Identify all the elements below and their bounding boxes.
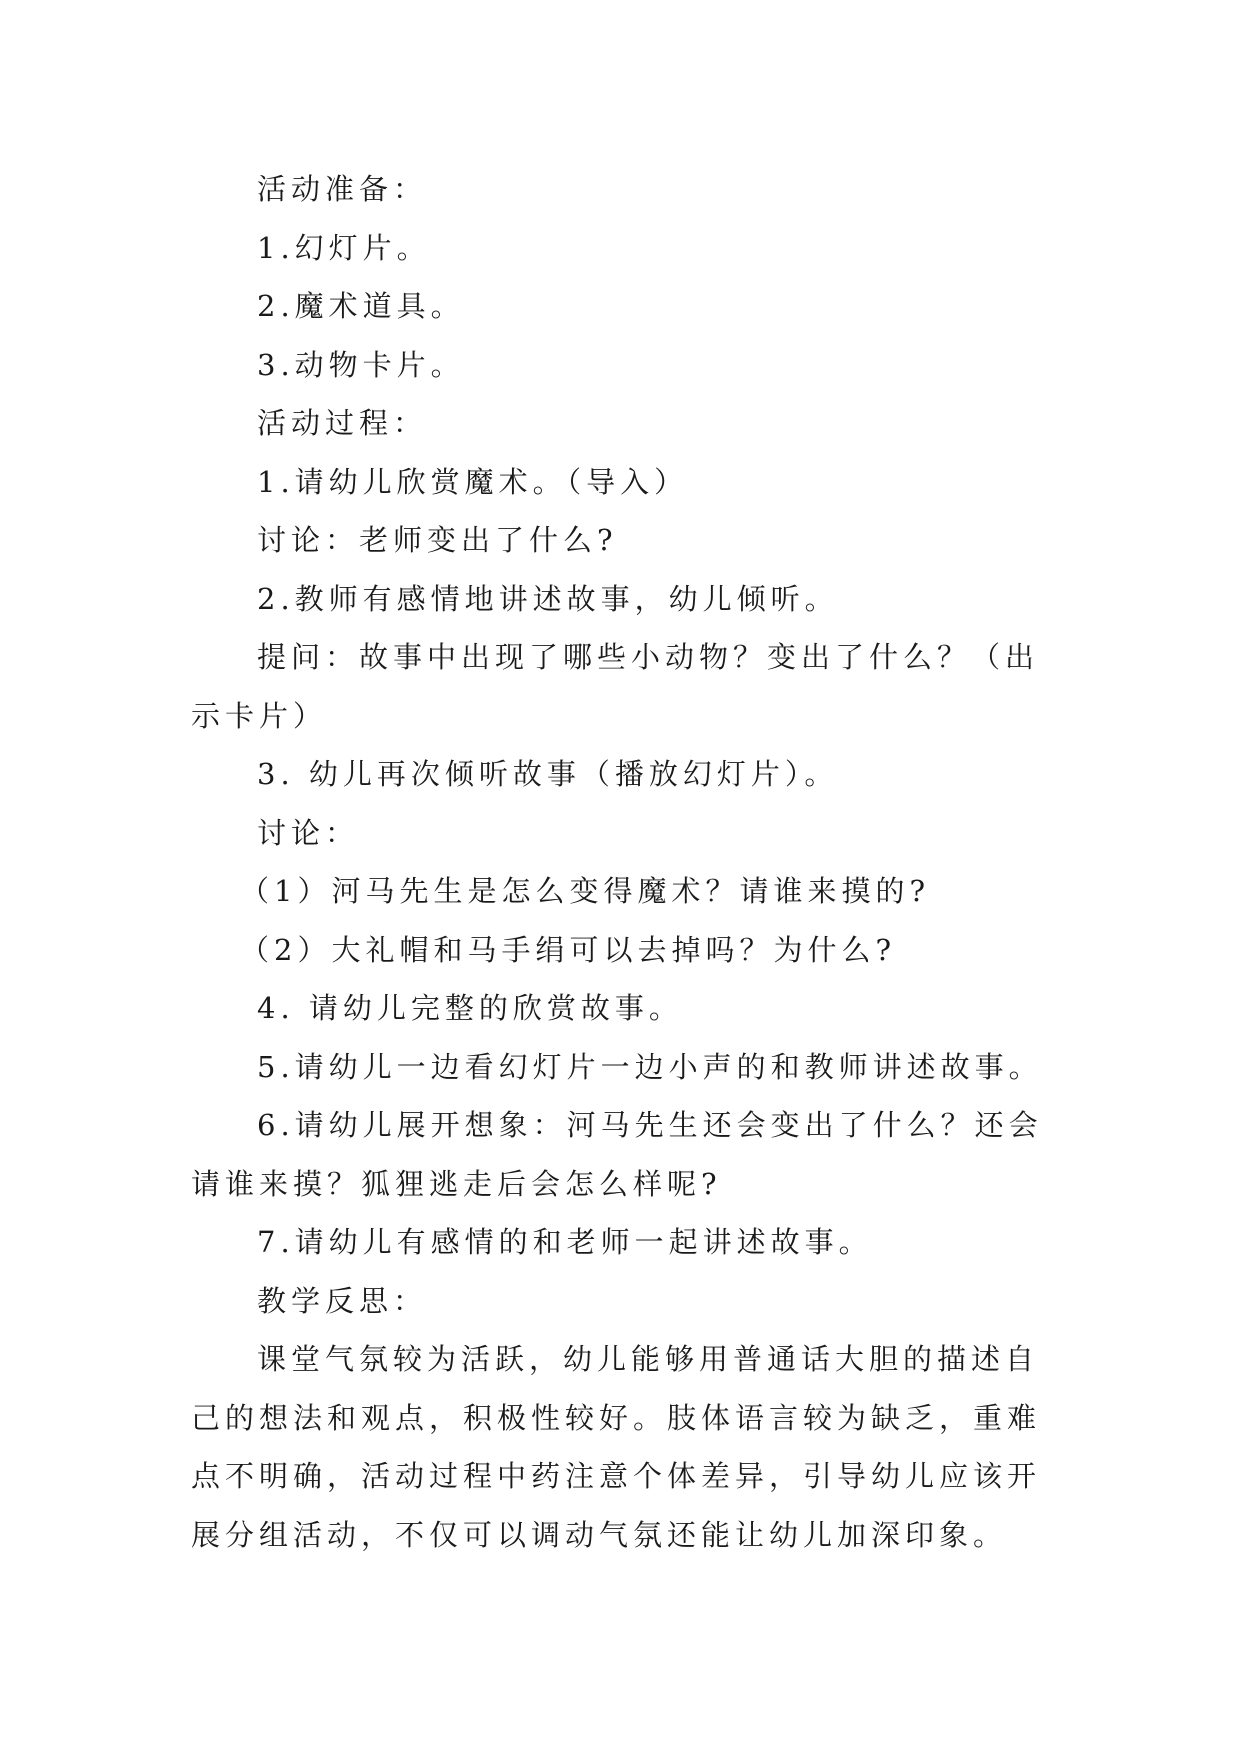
document-body xyxy=(191,160,1057,1564)
list-item: 6.请幼儿展开想象：河马先生还会变出了什么？还会请谁来摸？狐狸逃走后会怎么样呢? xyxy=(191,1108,1043,1201)
paragraph: 课堂气氛较为活跃，幼儿能够用普通话大胆的描述自己的想法和观点，积极性较好。肢体语言较为缺乏，重难点不明确，活动过程中药注意个体差异，引导幼儿应该开展分组活动，不仅可以调动气氛还能让幼儿加深印象。 xyxy=(191,1342,1042,1552)
list-item: 3.动物卡片。 xyxy=(257,347,465,382)
sub-question: （1）河马先生是怎么变得魔术？请谁来摸的? xyxy=(240,874,930,908)
list-item: 1.幻灯片。 xyxy=(257,230,431,265)
heading-activity-process: 活动过程： xyxy=(257,406,428,440)
heading-teaching-reflection: 教学反思： xyxy=(257,1283,428,1318)
list-item: 7.请幼儿有感情的和老师一起讲述故事。 xyxy=(257,1225,873,1259)
list-item: 3. 幼儿再次倾听故事（播放幻灯片）。 xyxy=(257,757,839,791)
list-item: 4. 请幼儿完整的欣赏故事。 xyxy=(257,991,683,1025)
sub-question: （2）大礼帽和马手绢可以去掉吗？为什么? xyxy=(240,932,896,967)
list-item: 2.魔术道具。 xyxy=(257,289,465,323)
paragraph: 讨论： xyxy=(257,815,360,850)
list-item: 1.请幼儿欣赏魔术。（导入） xyxy=(257,464,689,499)
heading-activity-preparation: 活动准备： xyxy=(257,172,428,206)
list-item: 5.请幼儿一边看幻灯片一边小声的和教师讲述故事。 xyxy=(257,1049,1043,1084)
paragraph: 提问：故事中出现了哪些小动物？变出了什么？（出示卡片） xyxy=(191,640,1040,733)
list-item: 2.教师有感情地讲述故事，幼儿倾听。 xyxy=(257,581,839,616)
paragraph: 讨论：老师变出了什么? xyxy=(257,523,618,557)
